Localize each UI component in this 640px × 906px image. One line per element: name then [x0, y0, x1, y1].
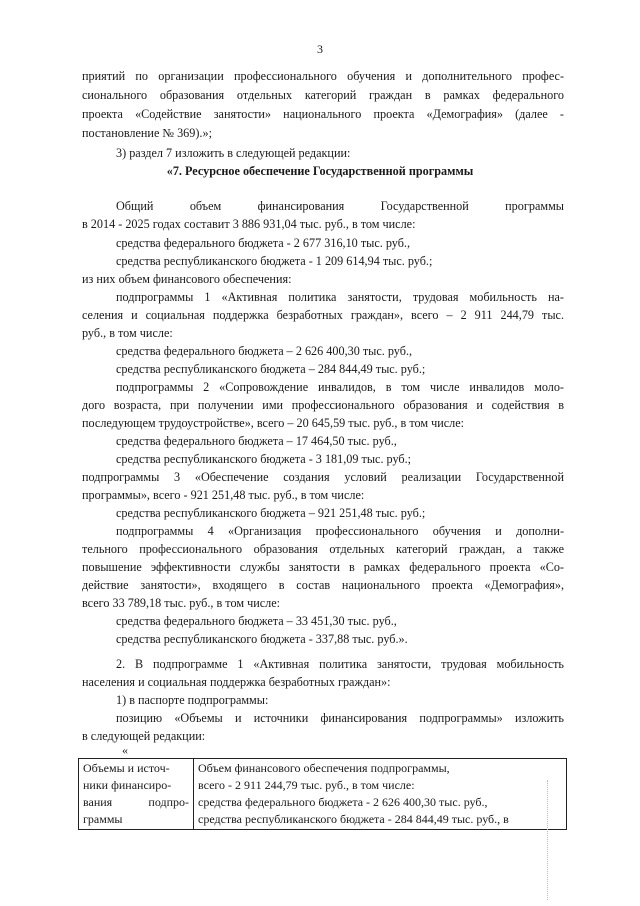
text-line: средства республиканского бюджета - 1 209 614,94 тыс. руб.;: [116, 254, 433, 268]
text-line: программы», всего - 921 251,48 тыс. руб., в том числе:: [82, 488, 365, 502]
text-line: подпрограммы 1 «Активная политика занятости, трудовая мобильность на-: [116, 290, 564, 304]
page-number: 3: [317, 42, 323, 56]
text-line: приятий по организации профессионального обучения и дополнительного профес-: [82, 69, 564, 83]
text-line: из них объем финансового обеспечения:: [82, 272, 292, 286]
text-line: населения и социальная поддержка безработных граждан»:: [82, 675, 391, 689]
financing-table: [78, 758, 567, 830]
table-row: [79, 759, 567, 830]
cell-line: средства федерального бюджета - 2 626 400,30 тыс. руб.,: [198, 795, 488, 809]
text-line: проекта «Содействие занятости» национального проекта «Демография» (далее -: [82, 107, 564, 121]
cell-line: всего - 2 911 244,79 тыс. руб., в том числе:: [198, 778, 415, 792]
text-line: сионального образования отдельных категорий граждан в рамках федерального: [82, 88, 564, 102]
text-line: подпрограммы 4 «Организация профессионального обучения и дополни-: [116, 524, 564, 538]
cell-line: вания подпро-: [83, 795, 189, 809]
text-line: Общий объем финансирования Государственной программы: [116, 199, 564, 213]
text-line: средства федерального бюджета – 17 464,50 тыс. руб.,: [116, 434, 397, 448]
cell-line: Объем финансового обеспечения подпрограммы,: [198, 761, 450, 775]
text-line: позицию «Объемы и источники финансирования подпрограммы» изложить: [116, 711, 564, 725]
table-cell-label: [79, 759, 194, 830]
cell-line: граммы: [83, 812, 123, 826]
text-line: повышение эффективности службы занятости в рамках федерального проекта «Со-: [82, 560, 564, 574]
text-line: в следующей редакции:: [82, 729, 206, 743]
text-line: 1) в паспорте подпрограммы:: [116, 693, 269, 707]
text-line: средства республиканского бюджета - 337,88 тыс. руб.».: [116, 632, 408, 646]
text-line: 2. В подпрограмме 1 «Активная политика занятости, трудовая мобильность: [116, 657, 564, 671]
text-line: руб., в том числе:: [82, 326, 173, 340]
text-line: последующем трудоустройстве», всего – 20 645,59 тыс. руб., в том числе:: [82, 416, 465, 430]
cell-line: ники финансиро-: [83, 778, 172, 792]
text-line: в 2014 - 2025 годах составит 3 886 931,04 тыс. руб., в том числе:: [82, 217, 416, 231]
text-line: средства республиканского бюджета – 921 251,48 тыс. руб.;: [116, 506, 426, 520]
text-line: подпрограммы 3 «Обеспечение создания условий реализации Государственной: [82, 470, 564, 484]
text-line: постановление № 369).»;: [82, 126, 212, 140]
text-line: средства республиканского бюджета - 3 181,09 тыс. руб.;: [116, 452, 412, 466]
text-line: селения и социальная поддержка безработных граждан», всего – 2 911 244,79 тыс.: [82, 308, 564, 322]
cell-line: Объемы и источ-: [83, 761, 170, 775]
text-line: средства федерального бюджета – 33 451,30 тыс. руб.,: [116, 614, 397, 628]
text-line: средства республиканского бюджета – 284 844,49 тыс. руб.;: [116, 362, 426, 376]
cell-line: средства республиканского бюджета - 284 844,49 тыс. руб., в: [198, 812, 509, 826]
text-line: подпрограммы 2 «Сопровождение инвалидов, в том числе инвалидов моло-: [116, 380, 564, 394]
text-line: дого возраста, при получении ими профессионального образования и содействия в: [82, 398, 564, 412]
text-line: тельного профессионального образования отдельных категорий граждан, а также: [82, 542, 564, 556]
section-heading: «7. Ресурсное обеспечение Государственной программы: [166, 164, 474, 178]
opening-quote-mark: «: [122, 743, 128, 757]
text-line: действие занятости», входящего в состав национального проекта «Демография»,: [82, 578, 564, 592]
scan-edge-mark: [547, 780, 549, 900]
table-cell-value: [194, 759, 567, 830]
text-line: средства федерального бюджета – 2 626 400,30 тыс. руб.,: [116, 344, 413, 358]
text-line: всего 33 789,18 тыс. руб., в том числе:: [82, 596, 281, 610]
text-line: средства федерального бюджета - 2 677 316,10 тыс. руб.,: [116, 236, 410, 250]
text-line: 3) раздел 7 изложить в следующей редакции:: [116, 146, 351, 160]
